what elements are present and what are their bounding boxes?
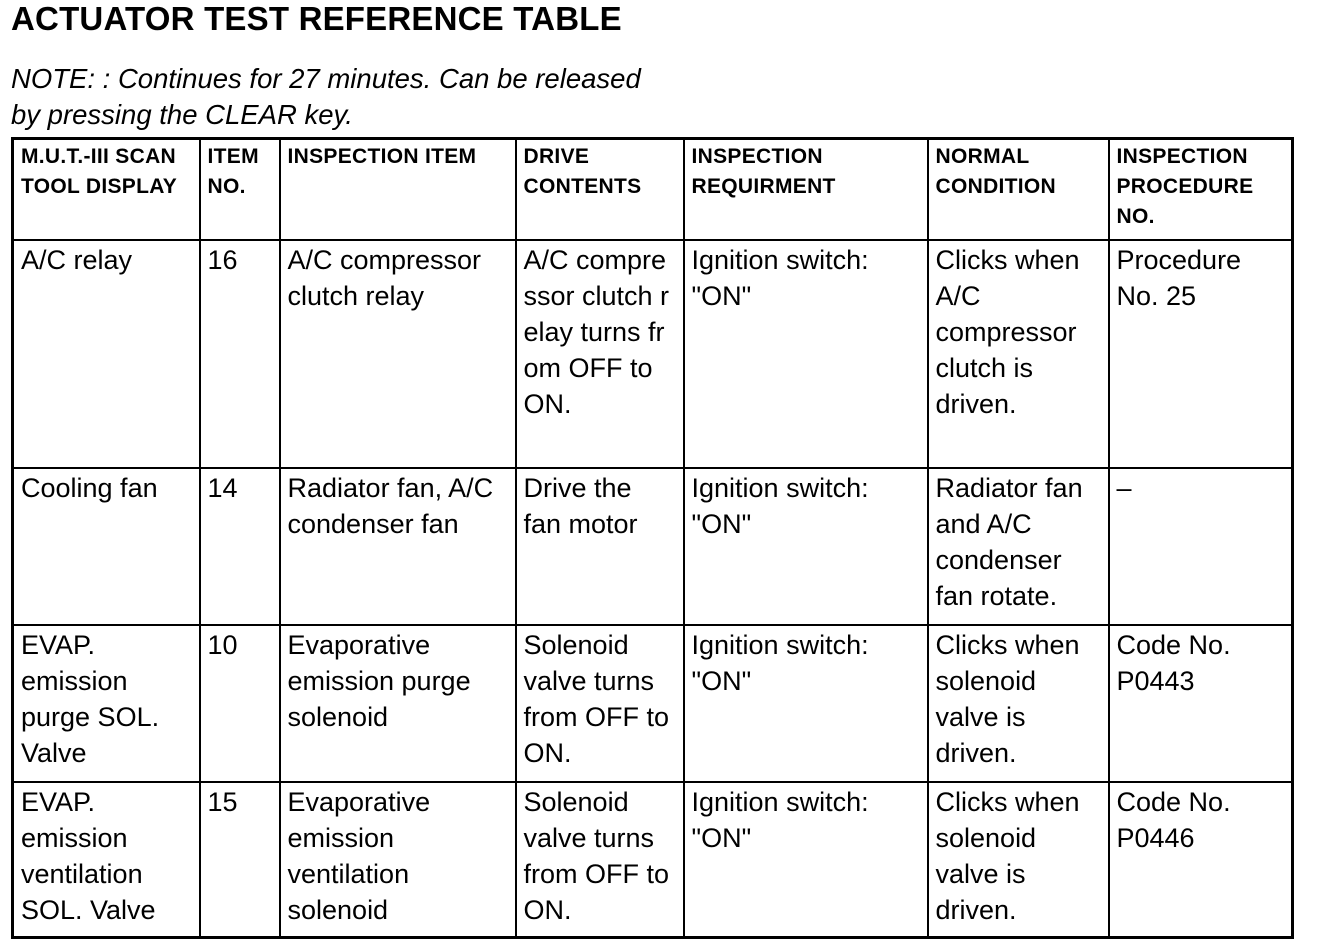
cell-item-no: 10: [200, 625, 280, 782]
table-header-row: [13, 139, 1293, 241]
table-row: [13, 468, 1293, 625]
cell-procedure: Code No. P0446: [1109, 782, 1293, 938]
cell-item-no: 14: [200, 468, 280, 625]
cell-requirement: Ignition switch: "ON": [684, 625, 928, 782]
cell-requirement: Ignition switch: "ON": [684, 468, 928, 625]
page-title: ACTUATOR TEST REFERENCE TABLE: [11, 0, 622, 37]
header-inspection-item: INSPECTION ITEM: [280, 139, 516, 241]
cell-display: Cooling fan: [13, 468, 200, 625]
cell-procedure: Code No. P0443: [1109, 625, 1293, 782]
header-item-no: ITEM NO.: [200, 139, 280, 241]
cell-display: EVAP. emission purge SOL. Valve: [13, 625, 200, 782]
cell-inspection-item: Evaporative emission purge solenoid: [280, 625, 516, 782]
cell-normal-condition: Clicks when solenoid valve is driven.: [928, 625, 1109, 782]
table-row: [13, 240, 1293, 468]
cell-inspection-item: Radiator fan, A/C condenser fan: [280, 468, 516, 625]
cell-normal-condition: Radiator fan and A/C condenser fan rotate.: [928, 468, 1109, 625]
cell-display: A/C relay: [13, 240, 200, 468]
header-inspection-requirement: INSPECTION REQUIRMENT: [684, 139, 928, 241]
cell-drive-contents: A/C compressor clutch relay turns from OFF to ON.: [516, 240, 684, 468]
cell-normal-condition: Clicks when solenoid valve is driven.: [928, 782, 1109, 938]
cell-procedure: Procedure No. 25: [1109, 240, 1293, 468]
cell-requirement: Ignition switch: "ON": [684, 782, 928, 938]
note-line-1: NOTE: : Continues for 27 minutes. Can be released: [11, 63, 641, 94]
cell-drive-contents: Solenoid valve turns from OFF to ON.: [516, 625, 684, 782]
cell-item-no: 15: [200, 782, 280, 938]
actuator-test-table: [11, 137, 1294, 939]
cell-procedure: –: [1109, 468, 1293, 625]
header-normal-condition: NORMAL CONDITION: [928, 139, 1109, 241]
note-line-2: by pressing the CLEAR key.: [11, 99, 353, 130]
cell-requirement: Ignition switch: "ON": [684, 240, 928, 468]
header-scan-tool-display: M.U.T.-III SCAN TOOL DISPLAY: [13, 139, 200, 241]
cell-item-no: 16: [200, 240, 280, 468]
cell-drive-contents: Drive the fan motor: [516, 468, 684, 625]
table-row: [13, 782, 1293, 938]
cell-drive-contents: Solenoid valve turns from OFF to ON.: [516, 782, 684, 938]
table-row: [13, 625, 1293, 782]
cell-normal-condition: Clicks when A/C compressor clutch is driven.: [928, 240, 1109, 468]
header-drive-contents: DRIVE CONTENTS: [516, 139, 684, 241]
cell-inspection-item: A/C compressor clutch relay: [280, 240, 516, 468]
cell-display: EVAP. emission ventilation SOL. Valve: [13, 782, 200, 938]
header-inspection-procedure-no: INSPECTION PROCEDURE NO.: [1109, 139, 1293, 241]
note: [11, 61, 641, 133]
cell-inspection-item: Evaporative emission ventilation solenoid: [280, 782, 516, 938]
